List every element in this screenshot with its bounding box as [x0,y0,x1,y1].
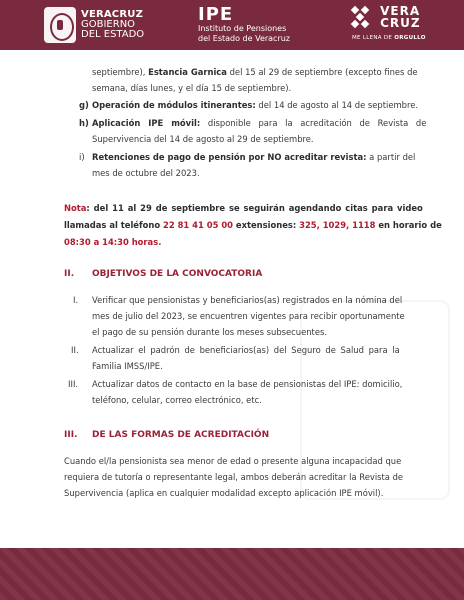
objective-1-line3: el pago de su pensión durante los meses subsecuentes. [92,327,327,337]
state-seal-icon [44,7,76,43]
section-3-para-line1: Cuando el/la pensionista sea menor de edad o presente alguna incapacidad que [64,456,402,466]
brand-slogan: ME LLENA DE ORGULLO [352,35,426,41]
objective-2-marker: II. [71,345,79,355]
ipe-subtitle-2: del Estado de Veracruz [198,34,291,43]
ipe-subtitle-1: Instituto de Pensiones [198,24,287,33]
objective-2-line1: Actualizar el padrón de beneficiarios(as) del Seguro de Salud para la [92,345,400,355]
ipe-logo [198,6,290,44]
list-item-h-line2: Supervivencia del 14 de agosto al 29 de septiembre. [92,134,314,144]
ipe-title: IPE [198,4,234,25]
section-2-numeral: II. [64,269,75,279]
objective-3-line2: teléfono, celular, correo electrónico, etc. [92,395,262,405]
list-item-i: Retenciones de pago de pensión por NO acreditar revista: a partir del [92,152,416,162]
section-3-para-line3: Supervivencia (aplica en cualquier modalidad excepto aplicación IPE móvil). [64,488,384,498]
section-3-title: DE LAS FORMAS DE ACREDITACIÓN [92,430,270,440]
section-3-numeral: III. [64,430,78,440]
veracruz-brand-logo [350,5,426,41]
veracruz-government-logo [44,7,144,43]
logo-line-2: GOBIERNO [81,19,136,30]
list-item-g: Operación de módulos itinerantes: del 14 de agosto al 14 de septiembre. [92,100,419,110]
page-header [0,0,464,50]
page-footer-band [0,548,464,600]
list-continuation-line2: semana, días lunes, y el día 15 de septiembre). [92,83,292,93]
logo-line-3: DEL ESTADO [81,29,145,40]
objective-3-line1: Actualizar datos de contacto en la base de pensionistas del IPE: domicilio, [92,379,403,389]
list-marker-g: g) [79,100,89,110]
logo-line-1: VERACRUZ [81,9,144,20]
objective-3-marker: III. [68,379,79,389]
list-marker-h: h) [79,118,89,128]
section-3-para-line2: requiera de tutoría o representante legal, ambos deberán acreditar la Revista de [64,472,404,482]
list-continuation-line1: septiembre), Estancia Garnica del 15 al 29 de septiembre (excepto fines de [92,67,418,77]
section-2-title: OBJETIVOS DE LA CONVOCATORIA [92,269,263,279]
note-line2: llamadas al teléfono 22 81 41 05 00 extensiones: 325, 1029, 1118 en horario de [64,220,442,230]
brand-line-1: VERA [380,4,421,18]
brand-line-2: CRUZ [380,16,421,30]
objective-1-line2: mes de julio del 2023, se encuentren vigentes para recibir oportunamente [92,311,405,321]
note-line1: Nota: del 11 al 29 de septiembre se seguirán agendando citas para video [64,203,423,213]
list-item-i-line2: mes de octubre del 2023. [92,168,200,178]
veracruz-pattern-icon [350,5,372,29]
list-marker-i: i) [79,152,85,162]
objective-1-line1: Verificar que pensionistas y beneficiarios(as) registrados en la nómina del [92,295,403,305]
objective-2-line2: Familia IMSS/IPE. [92,361,163,371]
list-item-h: Aplicación IPE móvil: disponible para la acreditación de Revista de [92,118,427,128]
objective-1-marker: I. [73,295,79,305]
note-line3: 08:30 a 14:30 horas. [64,237,162,247]
